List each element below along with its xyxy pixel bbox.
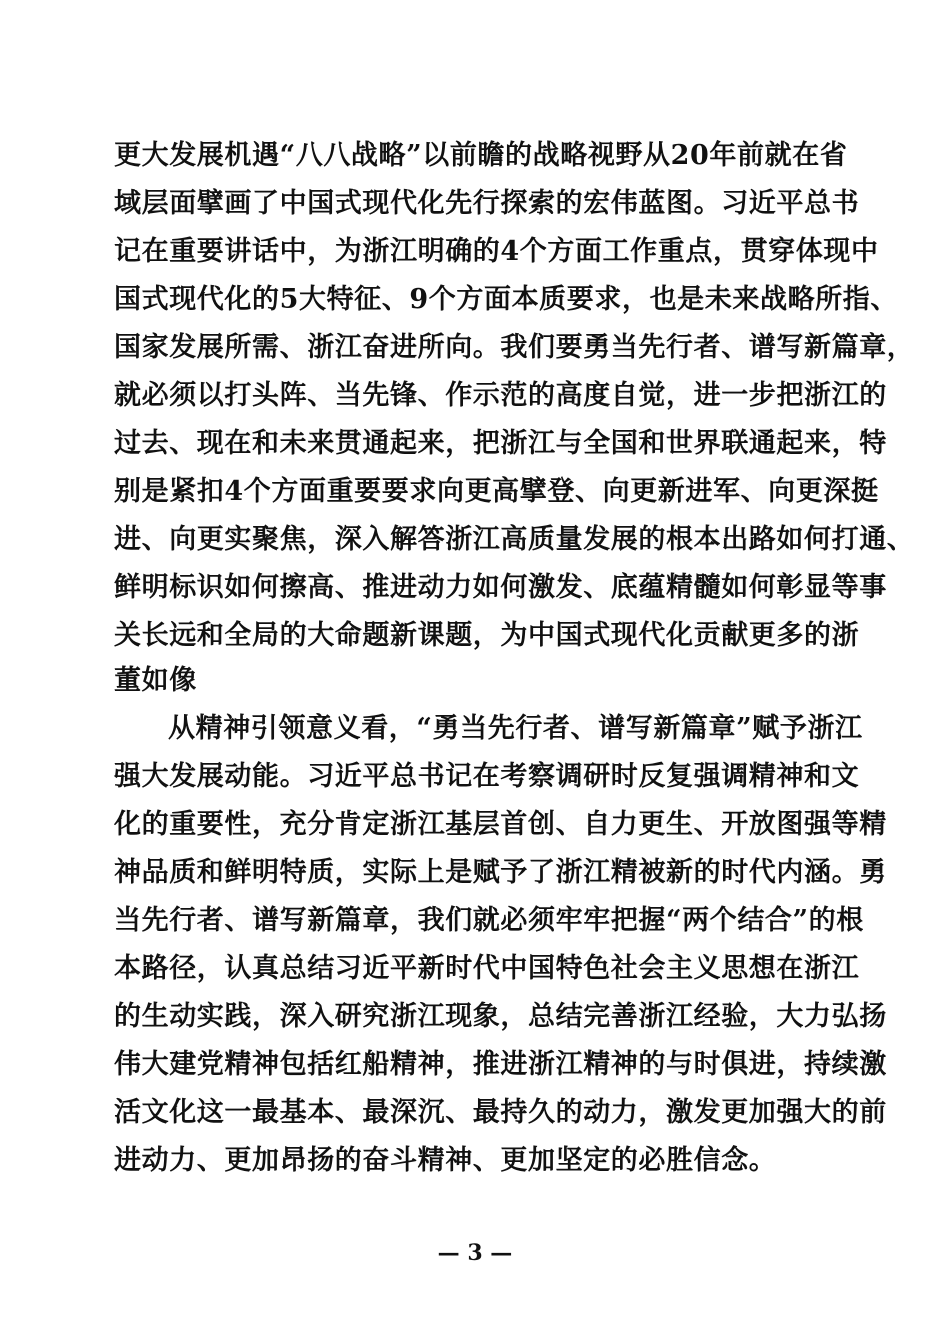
text-line: 化的重要性，充分肯定浙江基层首创、自力更生、开放图强等精 xyxy=(114,809,887,840)
text-line: 当先行者、谱写新篇章，我们就必须牢牢把握“两个结合”的根 xyxy=(114,905,864,936)
page-number: — 3 — xyxy=(437,1240,513,1266)
text-line: 伟大建党精神包括红船精神，推进浙江精神的与时俱进，持续激 xyxy=(114,1049,887,1080)
text-line: 活文化这一最基本、最深沉、最持久的动力，激发更加强大的前 xyxy=(114,1097,887,1128)
text-line: 从精神引领意义看，“勇当先行者、谱写新篇章”赋予浙江 xyxy=(168,713,863,744)
text-line: 国式现代化的5大特征、9个方面本质要求，也是未来战略所指、 xyxy=(114,284,898,315)
text-line: 的生动实践，深入研究浙江现象，总结完善浙江经验，大力弘扬 xyxy=(114,1001,887,1032)
text-line: 鲜明标识如何擦高、推进动力如何激发、底蕴精髓如何彰显等事 xyxy=(114,572,887,603)
text-line: 强大发展动能。习近平总书记在考察调研时反复强调精神和文 xyxy=(114,761,860,792)
text-line: 国家发展所需、浙江奋进所向。我们要勇当先行者、谱写新篇章， xyxy=(114,332,915,363)
text-line: 记在重要讲话中，为浙江明确的4个方面工作重点，贯穿体现中 xyxy=(114,236,879,267)
text-line: 进动力、更加昂扬的奋斗精神、更加坚定的必胜信念。 xyxy=(114,1145,777,1176)
text-line: 进、向更实聚焦，深入解答浙江高质量发展的根本出路如何打通、 xyxy=(114,524,915,555)
text-line: 本路径，认真总结习近平新时代中国特色社会主义思想在浙江 xyxy=(114,953,860,984)
text-line: 更大发展机遇“八八战略”以前瞻的战略视野从20年前就在省 xyxy=(114,140,848,171)
text-line: 关长远和全局的大命题新课题，为中国式现代化贡献更多的浙 xyxy=(114,620,860,651)
text-line: 神品质和鲜明特质，实际上是赋予了浙江精被新的时代内涵。勇 xyxy=(114,857,887,888)
text-line: 过去、现在和未来贯通起来，把浙江与全国和世界联通起来，特 xyxy=(114,428,887,459)
text-line: 域层面擘画了中国式现代化先行探索的宏伟蓝图。习近平总书 xyxy=(114,188,860,219)
text-line: 别是紧扣4个方面重要要求向更高擘登、向更新进军、向更深挺 xyxy=(114,476,879,507)
text-line: 就必须以打头阵、当先锋、作示范的高度自觉，进一步把浙江的 xyxy=(114,380,887,411)
text-line: 董如像 xyxy=(114,665,197,696)
